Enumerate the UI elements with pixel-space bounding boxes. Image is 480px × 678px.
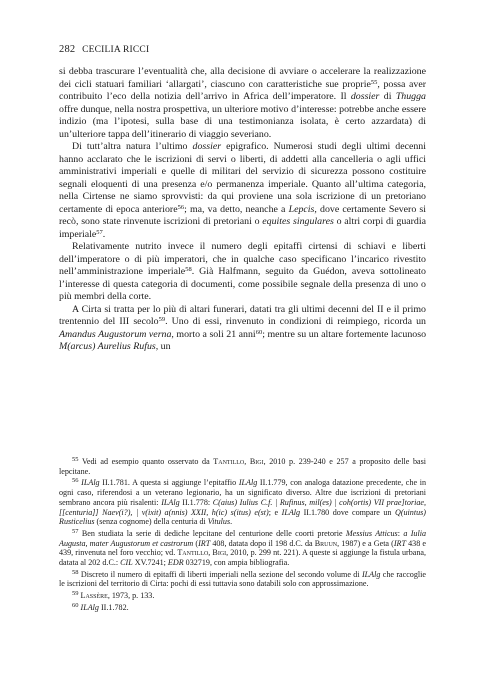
author-name: Tantillo, Bigi — [177, 548, 227, 558]
text: , 1973, p. 133. — [107, 591, 155, 601]
text: II.1.779, con analoga datazione precedente, che in ogni caso, riferendosi a un veterano legionario, ha un significato diverso. Altre due iscrizioni di pretoriani sembrano ancora più risalenti: — [59, 478, 426, 507]
text: offre dunque, nella nostra prospettiva, un ulteriore motivo d’interesse: potrebbe anche essere indizio (ma l’ipotesi, sulla base di una testimonianza isolata, è certo azzardata) di un’ulteriore tappa dell’itinerario di viaggio severiano. — [59, 103, 426, 140]
italic-term: CIL — [120, 558, 133, 568]
italic-term: IRT — [198, 538, 211, 548]
footnote-number: 58 — [72, 568, 79, 576]
footnote-56 — [59, 478, 426, 527]
author-name: Tantillo, Bigi — [213, 457, 264, 466]
footnotes — [59, 457, 426, 615]
italic-term: IRT — [393, 538, 406, 548]
text: , 1987) e a Geta ( — [337, 538, 394, 548]
footnote-55 — [59, 457, 426, 476]
italic-term: ILAlg — [161, 497, 180, 507]
text: II.1.778: — [179, 497, 213, 507]
text: 408, datata dopo il 198 d.C. da — [210, 538, 315, 548]
text: ; e — [268, 507, 282, 517]
text: si debba trascurare l’eventualità che, alla decisione di avviare o accelerare la realizzazione dei cicli statuari familiari ‘allargati’, ciascuno con caratteristiche sue proprie — [59, 66, 426, 90]
text: , possa aver contribuito l’eco della notizia dell’arrivo in Africa dell’imperatore. Il — [59, 78, 427, 102]
paragraph-2 — [59, 141, 426, 241]
author-name: Bruun — [314, 538, 338, 548]
text: di — [379, 91, 396, 102]
footnote-number: 60 — [72, 601, 79, 609]
text: , 2010, p. 299 nt. 221). A queste si aggiunge la fistula urbana, datata al 202 d.C.: — [59, 548, 426, 568]
text: A Cirta si tratta per lo più di altari funerari, datati tra gli ultimi decenni del II e il primo trentennio del III secolo — [59, 303, 426, 327]
footnote-number: 57 — [72, 527, 79, 535]
italic-term: Lepcis — [288, 203, 315, 215]
text: Vedi ad esempio quanto osservato da — [78, 457, 214, 466]
text: II.1.780 dove compare un — [300, 507, 395, 517]
italic-term: ILAlg — [238, 478, 258, 488]
text: , 2010 p. 239-240 e 257 a proposito delle basi lepcitane. — [59, 457, 426, 476]
italic-term: EDR — [167, 558, 184, 568]
italic-term: dossier — [350, 91, 380, 102]
page-number: 282 — [59, 44, 76, 55]
text: , dove certamente Severo si recò, sono state rinvenute iscrizioni di pretoriani o — [59, 203, 427, 227]
paragraph-1 — [59, 66, 426, 141]
italic-term: ILAlg — [80, 602, 99, 612]
text: II.1.782. — [98, 602, 129, 612]
text: . Già Halfmann, seguito da Guédon, aveva sottolineato l’interesse di questa categoria di documenti, come possibile segnale della presenza di uno o più membri della corte. — [59, 266, 426, 302]
text: XV.7241; — [132, 558, 168, 568]
italic-term: equites singulares — [262, 216, 334, 227]
footnote-ref-57[interactable]: 57 — [96, 228, 103, 236]
text: Di tutt’altra natura l’ultimo — [72, 141, 193, 152]
text: ; mentre su un altare fortemente lacunoso — [262, 328, 427, 340]
text: che raccoglie le iscrizioni del territorio di Cirta: pochi di essi tuttavia sono databili solo con approssimazione. — [59, 569, 426, 589]
italic-term: Messius Atticus — [345, 528, 398, 538]
text: Ben studiata la serie di dediche lepcitane del centurione delle coorti pretorie — [78, 528, 346, 538]
text: . — [230, 517, 233, 527]
text: ( — [193, 538, 199, 548]
text: : — [397, 528, 404, 538]
footnote-number: 56 — [72, 477, 79, 485]
footnote-ref-58[interactable]: 58 — [185, 266, 192, 273]
italic-term: C(aius) Iulius C.f. | Rufinus, mil(es) | coh(ortis) VII prae]toriae, [[centuria]] Naev(i?), | v(ixit) a(nnis) XXII, h(ic) s(itus) e(st) — [59, 497, 427, 517]
italic-term: dossier — [192, 141, 222, 152]
italic-term: ILAlg — [361, 569, 381, 579]
running-author: CECILIA RICCI — [82, 45, 150, 55]
text: II.1.781. A questa si aggiunge l’epitaffio — [99, 478, 239, 488]
italic-term: Vitulus — [207, 517, 231, 527]
text: Discreto il numero di epitaffi di liberti imperiali nella sezione del secondo volume di — [78, 569, 362, 579]
text: . — [102, 228, 106, 240]
footnote-57 — [59, 529, 426, 568]
text: (senza cognome) della centuria di — [94, 517, 208, 527]
paragraph-4 — [59, 304, 426, 354]
footnote-58 — [59, 570, 426, 589]
footnote-60 — [59, 603, 426, 613]
footnote-ref-59[interactable]: 59 — [158, 316, 166, 323]
italic-term: M(arcus) Aurelius Rufus, — [59, 341, 159, 352]
text: 438 e 439, rinvenuta nel foro vecchio; vd. — [59, 538, 427, 558]
text: Relativamente nutrito invece il numero degli epitaffi cirtensi di schiavi e liberti dell’imperatore o di più imperatori, che in qualche caso specificano l’incarico rivestito nell’amministrazione imperiale — [59, 241, 426, 277]
footnote-ref-60[interactable]: 60 — [255, 328, 263, 336]
italic-term: ILAlg — [81, 478, 100, 488]
text: epigrafico. Numerosi studi degli ultimi decenni hanno acclarato che le iscrizioni di servi o liberti, di addetti alla cancelleria o agli uffici amministrativi imperiali e quelle di militari del servizio di sicurezza possono costituire segnali eloquenti di una presenza e/o permanenza imperiale. Quanto all’ultima categoria, nella Cirtense ne siamo sprovvisti: da qui proviene una sola iscrizione di un pretoriano certamente di epoca anteriore — [59, 141, 426, 215]
footnote-ref-56[interactable]: 56 — [177, 203, 185, 211]
text: 032719, con ampia bibliografia. — [183, 558, 290, 568]
footnote-number: 59 — [72, 590, 79, 598]
italic-term: Q(uintus) Rusticelius — [59, 507, 426, 527]
text: . Uno di essi, rinvenuto in condizioni di reimpiego, ricorda un — [165, 316, 426, 327]
text: ; ma, va detto, neanche a — [184, 203, 289, 215]
footnote-ref-55[interactable]: 55 — [370, 78, 378, 86]
italic-term: ILAlg — [281, 507, 301, 517]
author-name: Lassère — [80, 591, 108, 601]
italic-term: a Iulia Augusta, mater Augustorum et castrorum — [59, 528, 426, 548]
main-text — [59, 66, 426, 354]
paragraph-3 — [59, 241, 426, 304]
footnote-number: 55 — [72, 456, 79, 463]
italic-term: Thugga — [395, 91, 426, 102]
running-header — [59, 44, 149, 55]
footnote-59 — [59, 591, 426, 601]
italic-term: Amandus Augustorum verna — [59, 328, 172, 340]
text: un — [158, 341, 171, 352]
text: , morto a soli 21 anni — [171, 328, 256, 340]
text: o altri corpi di guardia imperiale — [59, 216, 427, 240]
